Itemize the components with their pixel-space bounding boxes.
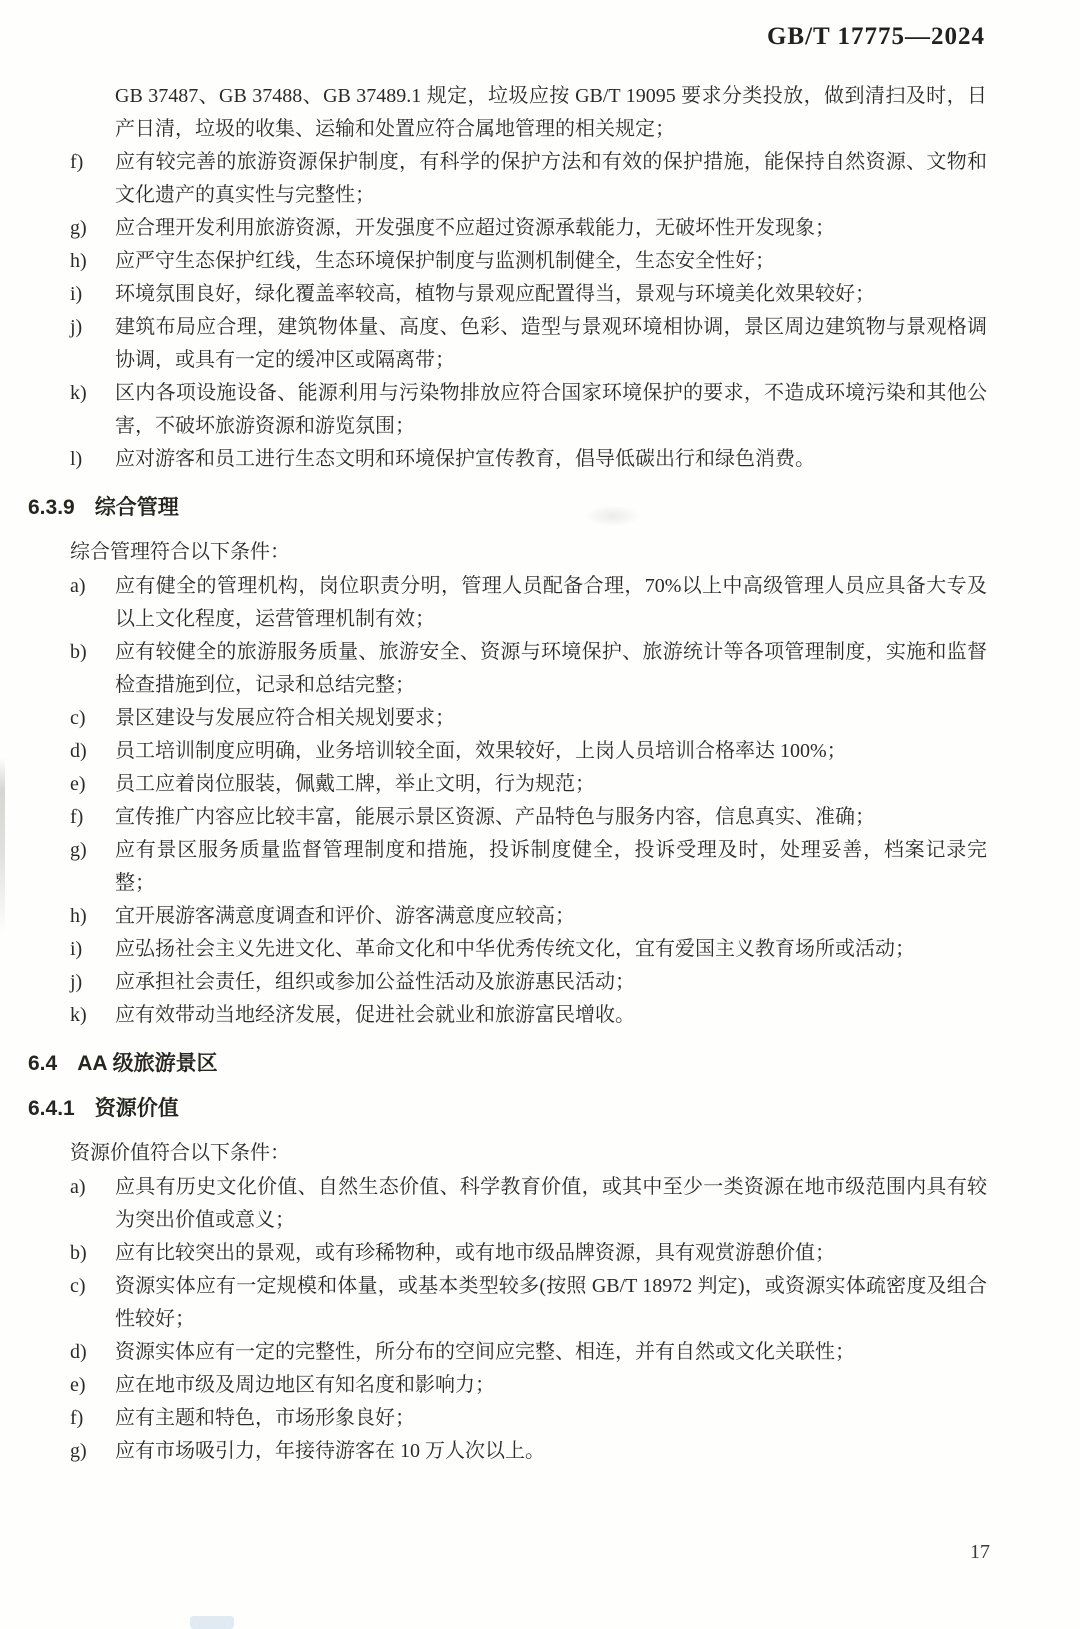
list-item-label: c) — [70, 707, 86, 729]
list-item-label: g) — [70, 217, 87, 239]
list-item-text: 环境氛围良好，绿化覆盖率较高，植物与景观应配置得当，景观与环境美化效果较好； — [115, 283, 875, 305]
list-item-label: g) — [70, 839, 87, 861]
resource-value-list — [70, 1171, 987, 1468]
list-item — [70, 146, 987, 212]
list-item-label: i) — [70, 938, 83, 960]
list-item — [70, 735, 987, 768]
section-intro: 综合管理符合以下条件： — [70, 541, 290, 563]
section-number: 6.4.1 — [28, 1097, 75, 1120]
management-list — [70, 570, 987, 1032]
continuation-paragraph: GB 37487、GB 37488、GB 37489.1 规定，垃圾应按 GB/T 19095 要求分类投放，做到清扫及时，日产日清，垃圾的收集、运输和处置应符合属地管理的相关规定； — [115, 85, 987, 140]
scan-artifact-smudge — [585, 505, 640, 527]
list-item — [70, 1369, 987, 1402]
list-item-text: 应弘扬社会主义先进文化、革命文化和中华优秀传统文化，宜有爱国主义教育场所或活动； — [115, 938, 915, 960]
list-item-label: b) — [70, 1242, 87, 1264]
list-item-text: 应有市场吸引力，年接待游客在 10 万人次以上。 — [115, 1440, 545, 1462]
section-number: 6.3.9 — [28, 496, 75, 519]
list-item-label: k) — [70, 382, 87, 404]
list-item-text: 应有效带动当地经济发展，促进社会就业和旅游富民增收。 — [115, 1004, 635, 1026]
list-item — [70, 900, 987, 933]
section-title: AA 级旅游景区 — [77, 1052, 218, 1075]
list-item-text: 应在地市级及周边地区有知名度和影响力； — [115, 1374, 495, 1396]
list-item-text: 资源实体应有一定的完整性，所分布的空间应完整、相连，并有自然或文化关联性； — [115, 1341, 855, 1363]
section-heading-6-4-1 — [28, 1096, 987, 1122]
list-item-label: i) — [70, 283, 83, 305]
list-item-text: 宜开展游客满意度调查和评价、游客满意度应较高； — [115, 905, 575, 927]
list-item — [70, 801, 987, 834]
standard-number: GB/T 17775—2024 — [766, 23, 985, 50]
list-item-label: b) — [70, 641, 87, 663]
list-item — [70, 212, 987, 245]
list-item-text: 建筑布局应合理，建筑物体量、高度、色彩、造型与景观环境相协调，景区周边建筑物与景观格调协调，或具有一定的缓冲区或隔离带； — [115, 316, 987, 371]
list-item-label: h) — [70, 905, 87, 927]
page-number: 17 — [970, 1541, 990, 1563]
list-item-text: 应承担社会责任，组织或参加公益性活动及旅游惠民活动； — [115, 971, 635, 993]
list-item — [70, 1336, 987, 1369]
list-item-label: l) — [70, 448, 83, 470]
list-item-label: j) — [70, 316, 83, 338]
section-number: 6.4 — [28, 1052, 58, 1075]
list-item — [70, 1435, 987, 1468]
list-item-label: e) — [70, 773, 86, 795]
list-item-text: 应有景区服务质量监督管理制度和措施，投诉制度健全，投诉受理及时，处理妥善，档案记录完整； — [115, 839, 987, 894]
list-item — [70, 278, 987, 311]
list-item — [70, 311, 987, 377]
scan-artifact-left-streak — [0, 758, 5, 933]
list-item-label: k) — [70, 1004, 87, 1026]
list-item-text: 应具有历史文化价值、自然生态价值、科学教育价值，或其中至少一类资源在地市级范围内具有较为突出价值或意义； — [115, 1176, 987, 1231]
list-item-label: a) — [70, 1176, 86, 1198]
list-item — [70, 1171, 987, 1237]
list-item-label: e) — [70, 1374, 86, 1396]
list-item — [70, 1270, 987, 1336]
list-item-label: d) — [70, 1341, 87, 1363]
list-item-text: 应对游客和员工进行生态文明和环境保护宣传教育，倡导低碳出行和绿色消费。 — [115, 448, 815, 470]
section-heading-6-3-9 — [28, 495, 987, 521]
list-item — [70, 702, 987, 735]
list-item-text: 应有健全的管理机构，岗位职责分明，管理人员配备合理，70%以上中高级管理人员应具备大专及以上文化程度，运营管理机制有效； — [115, 575, 987, 630]
list-item-label: f) — [70, 806, 84, 828]
list-item — [70, 999, 987, 1032]
section-title: 资源价值 — [94, 1097, 179, 1120]
list-item-text: 应有主题和特色，市场形象良好； — [115, 1407, 415, 1429]
list-item-label: j) — [70, 971, 83, 993]
list-item-text: 应有较完善的旅游资源保护制度，有科学的保护方法和有效的保护措施，能保持自然资源、文物和文化遗产的真实性与完整性； — [115, 151, 987, 206]
list-item — [70, 570, 987, 636]
section-title: 综合管理 — [94, 496, 179, 519]
list-item — [70, 443, 987, 476]
list-item-text: 应严守生态保护红线，生态环境保护制度与监测机制健全，生态安全性好； — [115, 250, 775, 272]
list-item — [70, 966, 987, 999]
list-item — [70, 1402, 987, 1435]
section-intro: 资源价值符合以下条件： — [70, 1142, 290, 1164]
list-item-label: h) — [70, 250, 87, 272]
list-item-label: d) — [70, 740, 87, 762]
list-item — [70, 1237, 987, 1270]
ecology-protection-list — [70, 146, 987, 476]
list-item-text: 应有较健全的旅游服务质量、旅游安全、资源与环境保护、旅游统计等各项管理制度，实施和监督检查措施到位，记录和总结完整； — [115, 641, 987, 696]
list-item — [70, 636, 987, 702]
list-item-label: c) — [70, 1275, 86, 1297]
list-item-text: 区内各项设施设备、能源利用与污染物排放应符合国家环境保护的要求，不造成环境污染和其他公害，不破坏旅游资源和游览氛围； — [115, 382, 987, 437]
list-item-label: f) — [70, 151, 84, 173]
list-item-text: 员工培训制度应明确，业务培训较全面，效果较好，上岗人员培训合格率达 100%； — [115, 740, 847, 762]
list-item-label: a) — [70, 575, 86, 597]
list-item-label: f) — [70, 1407, 84, 1429]
list-item — [70, 377, 987, 443]
section-heading-6-4 — [28, 1051, 987, 1077]
list-item-text: 资源实体应有一定规模和体量，或基本类型较多(按照 GB/T 18972 判定)，或资源实体疏密度及组合性较好； — [115, 1275, 987, 1330]
list-item-label: g) — [70, 1440, 87, 1462]
list-item — [70, 933, 987, 966]
list-item-text: 宣传推广内容应比较丰富，能展示景区资源、产品特色与服务内容，信息真实、准确； — [115, 806, 875, 828]
scan-artifact-bottom-smudge — [190, 1616, 234, 1629]
list-item-text: 应合理开发利用旅游资源，开发强度不应超过资源承载能力，无破坏性开发现象； — [115, 217, 835, 239]
list-item — [70, 245, 987, 278]
page-content — [28, 80, 987, 1468]
list-item-text: 应有比较突出的景观，或有珍稀物种，或有地市级品牌资源，具有观赏游憩价值； — [115, 1242, 835, 1264]
list-item — [70, 768, 987, 801]
list-item-text: 员工应着岗位服装，佩戴工牌，举止文明，行为规范； — [115, 773, 595, 795]
list-item — [70, 834, 987, 900]
list-item-text: 景区建设与发展应符合相关规划要求； — [115, 707, 455, 729]
